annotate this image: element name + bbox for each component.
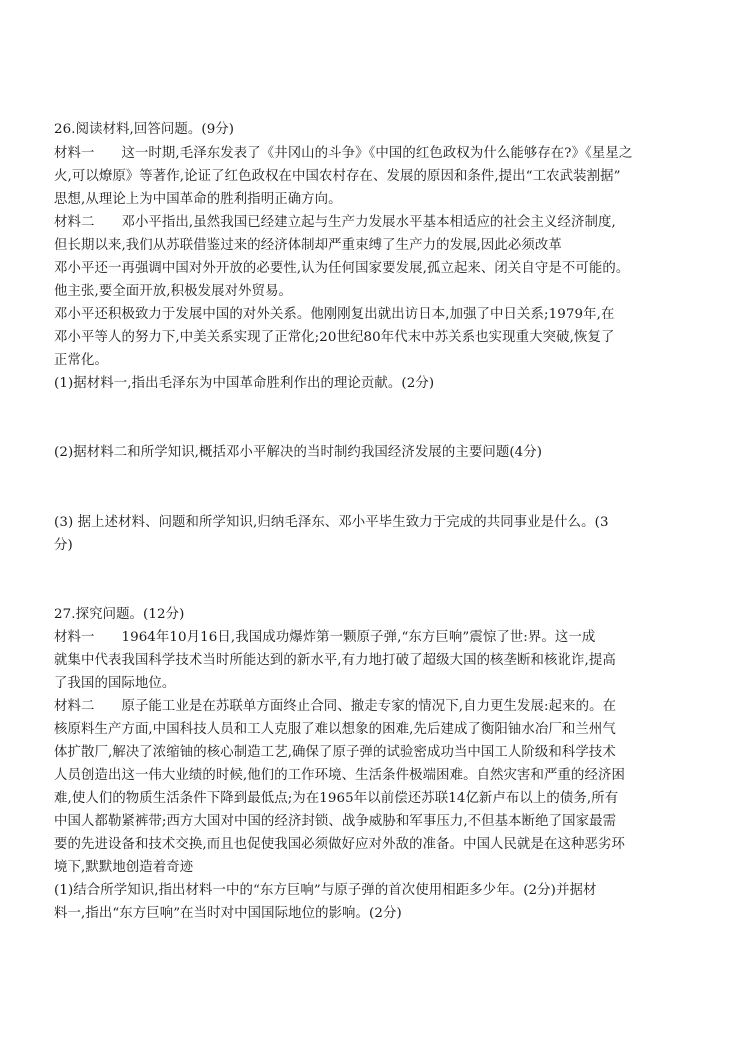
q27-subquestion-1-line-1: (1)结合所学知识,指出材料一中的“东方巨响”与原子弹的首次使用相距多少年。(2分)并据材 xyxy=(54,883,597,898)
q27-material-2-line-1: 材料二 原子能工业是在苏联单方面终止合同、撤走专家的情况下,自力更生发展:起来的。在 xyxy=(54,699,617,714)
q26-material-2-line-6: 邓小平等人的努力下,中美关系实现了正常化;20世纪80年代末中苏关系也实现重大突破,恢复了 xyxy=(54,330,615,345)
q26-material-1-line-1: 材料一 这一时期,毛泽东发表了《井冈山的斗争》《中国的红色政权为什么能够存在?》《星星之 xyxy=(54,146,633,161)
q27-material-2-line-8: 境下,默默地创造着奇迹 xyxy=(54,860,194,875)
question-27-title: 27.探究问题。(12分) xyxy=(54,607,185,622)
q26-material-2-line-4: 他主张,要全面开放,积极发展对外贸易。 xyxy=(54,284,293,299)
q27-material-2-line-7: 要的先进设备和技术交换,而且也促使我国必须做好应对外敌的准备。中国人民就是在这种恶劣环 xyxy=(54,837,625,852)
q27-material-1-line-3: 了我国的国际地位。 xyxy=(54,676,176,691)
q26-subquestion-1: (1)据材料一,指出毛泽东为中国革命胜利作出的理论贡献。(2分) xyxy=(54,376,435,391)
question-26-title: 26.阅读材料,回答问题。(9分) xyxy=(54,122,235,137)
q26-material-2-line-7: 正常化。 xyxy=(54,353,108,368)
q27-material-2-line-5: 难,使人们的物质生活条件下降到最低点;为在1965年以前偿还苏联14亿新卢布以上的债务,所有 xyxy=(54,791,619,806)
q27-material-2-line-3: 体扩散厂,解决了浓缩铀的核心制造工艺,确保了原子弹的试验密成功当中国工人阶级和科学技术 xyxy=(54,745,616,760)
q26-material-2-line-5: 邓小平还积极致力于发展中国的对外关系。他刚刚复出就出访日本,加强了中日关系;1979年,在 xyxy=(54,307,615,322)
q26-subquestion-2: (2)据材料二和所学知识,概括邓小平解决的当时制约我国经济发展的主要问题(4分) xyxy=(54,445,543,460)
q26-material-2-line-2: 但长期以来,我们从苏联借鉴过来的经济体制却严重束缚了生产力的发展,因此必须改革 xyxy=(54,238,562,253)
q26-material-2-line-3: 邓小平还一再强调中国对外开放的必要性,认为任何国家要发展,孤立起来、闭关自守是不可能的。 xyxy=(54,261,630,276)
q26-material-1-line-3: 思想,从理论上为中国革命的胜利指明正确方向。 xyxy=(54,192,342,207)
q26-subquestion-3-line-1: (3) 据上述材料、问题和所学知识,归纳毛泽东、邓小平毕生致力于完成的共同事业是什么。(3 xyxy=(54,515,609,530)
q27-subquestion-1-line-2: 料一,指出“东方巨响”在当时对中国国际地位的影响。(2分) xyxy=(54,906,402,921)
q27-material-2-line-2: 核原料生产方面,中国科技人员和工人克服了难以想象的困难,先后建成了衡阳铀水冶厂和兰州气 xyxy=(54,722,616,737)
q27-material-2-line-4: 人员创造出这一伟大业绩的时候,他们的工作环境、生活条件极端困难。自然灾害和严重的经济困 xyxy=(54,768,625,783)
q26-material-2-line-1: 材料二 邓小平指出,虽然我国已经建立起与生产力发展水平基本相适应的社会主义经济制度, xyxy=(54,215,616,230)
q26-material-1-line-2: 火,可以燎原》等著作,论证了红色政权在中国农村存在、发展的原因和条件,提出“工农武装割据” xyxy=(54,169,621,184)
q27-material-1-line-1: 材料一 1964年10月16日,我国成功爆炸第一颗原子弹,“东方巨响”震惊了世:界。这一成 xyxy=(54,630,596,645)
q26-subquestion-3-line-2: 分) xyxy=(54,538,73,553)
q27-material-1-line-2: 就集中代表我国科学技术当时所能达到的新水平,有力地打破了超级大国的核垄断和核讹诈,提高 xyxy=(54,653,616,668)
q27-material-2-line-6: 中国人都勒紧裤带;西方大国对中国的经济封锁、战争威胁和军事压力,不但基本断绝了国家最需 xyxy=(54,814,617,829)
